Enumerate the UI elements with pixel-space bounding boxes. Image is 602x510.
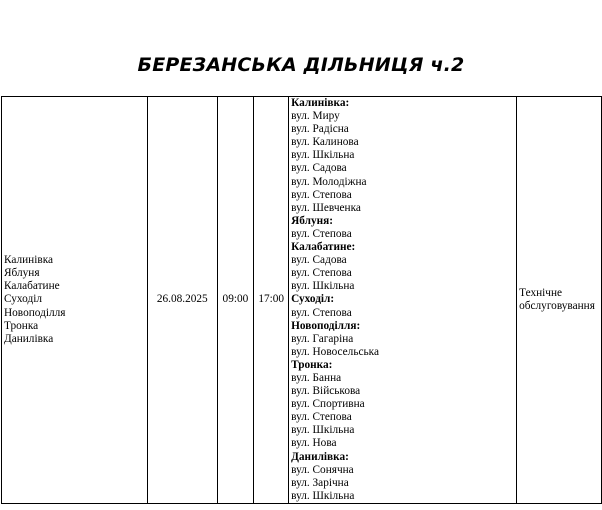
date-cell: 26.08.2025 xyxy=(148,97,217,504)
settlement-heading: Новоподілля: xyxy=(291,319,361,332)
street-item: вул. Сонячна xyxy=(291,463,354,476)
settlement-name: Калабатине xyxy=(4,280,60,293)
settlement-name: Данилівка xyxy=(4,332,54,345)
street-item: вул. Шкільна xyxy=(291,280,355,293)
street-item: вул. Молодіжна xyxy=(291,175,367,188)
end-time-cell: 17:00 xyxy=(254,97,289,504)
street-item: вул. Шкільна xyxy=(291,489,355,502)
street-item: вул. Шкільна xyxy=(291,424,355,437)
settlement-heading: Калабатине: xyxy=(291,241,356,254)
page-title: БЕРЕЗАНСЬКА ДІЛЬНИЦЯ ч.2 xyxy=(137,54,465,76)
streets-cell xyxy=(289,97,517,504)
settlement-name: Тронка xyxy=(4,319,39,332)
street-item: вул. Степова xyxy=(291,306,352,319)
street-item: вул. Степова xyxy=(291,267,352,280)
street-item: вул. Калинова xyxy=(291,136,359,149)
street-item: вул. Радісна xyxy=(291,123,349,136)
settlement-name: Суходіл xyxy=(4,293,42,306)
street-item: вул. Степова xyxy=(291,411,352,424)
settlement-heading: Суходіл: xyxy=(291,293,335,306)
street-item: вул. Спортивна xyxy=(291,398,365,411)
start-time-cell: 09:00 xyxy=(217,97,254,504)
settlement-name: Новоподілля xyxy=(4,306,66,319)
street-item: вул. Нова xyxy=(291,437,337,450)
street-item: вул. Зарічна xyxy=(291,476,349,489)
settlement-name: Калинівка xyxy=(4,254,54,267)
street-item: вул. Садова xyxy=(291,254,347,267)
settlement-heading: Яблуня: xyxy=(291,214,334,227)
streets-list xyxy=(291,97,514,503)
street-item: вул. Військова xyxy=(291,385,361,398)
street-item: вул. Степова xyxy=(291,227,352,240)
outage-schedule-table xyxy=(1,96,602,504)
street-item: вул. Степова xyxy=(291,188,352,201)
street-item: вул. Шевченка xyxy=(291,201,361,214)
settlement-heading: Тронка: xyxy=(291,358,333,371)
table-row xyxy=(2,97,602,504)
street-item: вул. Банна xyxy=(291,371,342,384)
street-item: вул. Шкільна xyxy=(291,149,355,162)
street-item: вул. Миру xyxy=(291,110,340,123)
settlements-list xyxy=(4,254,145,346)
work-type-cell: Технічне обслуговування xyxy=(517,97,602,504)
settlements-cell xyxy=(2,97,148,504)
street-item: вул. Гагаріна xyxy=(291,332,354,345)
street-item: вул. Новосельська xyxy=(291,345,379,358)
settlement-heading: Данилівка: xyxy=(291,450,349,463)
street-item: вул. Садова xyxy=(291,162,347,175)
settlement-heading: Калинівка: xyxy=(291,97,350,109)
settlement-name: Яблуня xyxy=(4,267,40,280)
